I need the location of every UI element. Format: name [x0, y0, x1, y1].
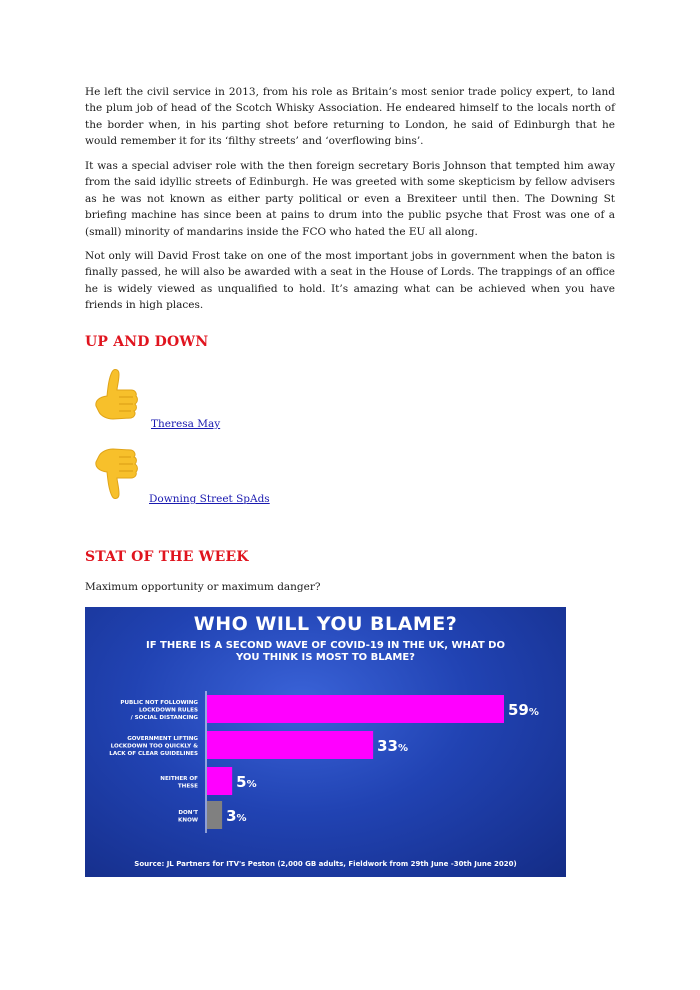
chart-category-label: DON'T KNOW — [178, 809, 198, 824]
chart-title: WHO WILL YOU BLAME? — [193, 613, 458, 635]
thumbs-down-icon — [93, 442, 139, 504]
blame-infographic — [85, 607, 566, 877]
chart-category-label: NEITHER OF THESE — [160, 775, 198, 790]
link-theresa-may[interactable]: Theresa May — [151, 418, 221, 430]
chart-data-label: 59% — [508, 701, 539, 719]
link-downing-street-spads[interactable]: Downing Street SpAds — [149, 493, 270, 505]
bar-chart — [85, 607, 566, 877]
chart-bar — [207, 767, 232, 795]
article-paragraph: It was a special adviser role with the then foreign secretary Boris Johnson that tempted him away from the said idyllic streets of Edinburgh. He was greeted with some skepticism by fellow advisers as he was not known as either party political or even a Brexiteer until then. The Downing St briefing machine has since been at pains to drum into the public psyche that Frost was one of a (small) minority of mandarins inside the FCO who hated the EU all along. — [85, 160, 615, 238]
chart-subtitle: IF THERE IS A SECOND WAVE OF COVID-19 IN THE UK, WHAT DO YOU THINK IS MOST TO BLAME? — [146, 640, 505, 663]
chart-category-label: PUBLIC NOT FOLLOWING LOCKDOWN RULES / SOCIAL DISTANCING — [120, 700, 198, 721]
article-paragraph: Not only will David Frost take on one of the most important jobs in government when the baton is finally passed, he will also be awarded with a seat in the House of Lords. The trappings of an office he is widely viewed as unqualified to hold. It’s amazing what can be achieved when you have friends in high places. — [85, 250, 615, 312]
chart-bar — [207, 695, 504, 723]
chart-data-label: 3% — [226, 807, 247, 825]
chart-data-label: 33% — [377, 737, 409, 755]
chart-category-label: GOVERNMENT LIFTING LOCKDOWN TOO QUICKLY & LACK OF CLEAR GUIDELINES — [109, 736, 198, 757]
stat-caption: Maximum opportunity or maximum danger? — [85, 581, 321, 593]
chart-data-label: 5% — [236, 773, 257, 791]
chart-bar — [207, 731, 373, 759]
section-heading-stat-of-the-week: STAT OF THE WEEK — [85, 549, 249, 565]
article-paragraph: He left the civil service in 2013, from his role as Britain’s most senior trade policy expert, to land the plum job of head of the Scotch Whisky Association. He endeared himself to the locals north of the border when, in his parting shot before returning to London, he said of Edinburgh that he would remember it for its ‘filthy streets’ and ‘overflowing bins’. — [85, 86, 615, 148]
chart-bar — [207, 801, 222, 829]
section-heading-up-and-down: UP AND DOWN — [85, 334, 209, 350]
chart-source: Source: JL Partners for ITV's Peston (2,000 GB adults, Fieldwork from 29th June -30th June 2020) — [134, 860, 517, 868]
thumbs-up-icon — [93, 366, 139, 428]
